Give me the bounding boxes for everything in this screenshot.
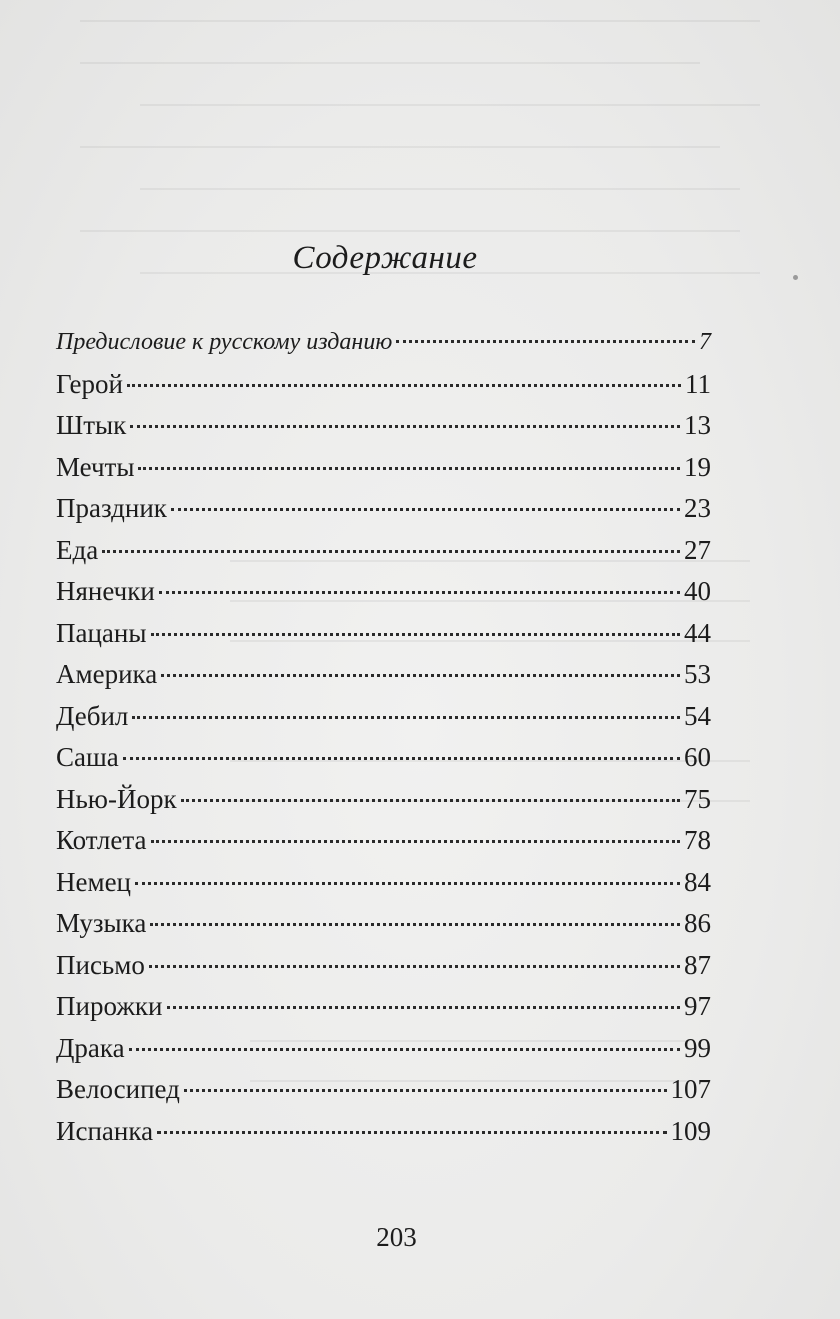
toc-entry-title: Пацаны <box>56 617 147 648</box>
paper-speck <box>793 275 798 280</box>
toc-entry-title: Нянечки <box>56 576 155 606</box>
toc-entry-page: 40 <box>684 576 711 606</box>
toc-entry-page: 78 <box>684 825 711 855</box>
dot-leader <box>151 840 680 843</box>
dot-leader <box>159 591 680 594</box>
toc-entry <box>56 364 711 406</box>
toc-entry-title: Америка <box>56 659 158 689</box>
toc-entry-page: 23 <box>684 493 711 523</box>
toc-entry-title: Нью-Йорк <box>56 783 177 814</box>
toc-entry <box>56 820 711 862</box>
toc-entry-title: Испанка <box>56 1115 154 1146</box>
toc-entry-page: 109 <box>670 1115 711 1146</box>
table-of-contents <box>56 322 711 1152</box>
toc-entry <box>56 1028 711 1070</box>
toc-entry-title: Котлета <box>56 825 147 855</box>
toc-entry-page: 87 <box>684 949 711 980</box>
toc-entry-title: Музыка <box>56 908 147 938</box>
dot-leader <box>130 425 680 428</box>
toc-entry <box>56 322 711 364</box>
toc-entry <box>56 779 711 821</box>
toc-entry <box>56 1069 711 1111</box>
dot-leader <box>138 467 680 470</box>
toc-entry <box>56 696 711 738</box>
toc-entry-page: 86 <box>684 908 711 938</box>
toc-entry <box>56 488 711 530</box>
toc-entry-title: Пирожки <box>56 991 163 1021</box>
toc-entry-title: Предисловие к русскому изданию <box>56 329 393 355</box>
toc-entry <box>56 613 711 655</box>
toc-entry <box>56 530 711 572</box>
toc-entry <box>56 737 711 779</box>
dot-leader <box>149 965 680 968</box>
toc-entry-page: 60 <box>684 742 711 772</box>
toc-heading: Содержание <box>292 240 478 276</box>
dot-leader <box>167 1006 681 1009</box>
toc-entry-title: Немец <box>56 866 132 897</box>
toc-entry-page: 97 <box>684 991 711 1021</box>
dot-leader <box>129 1048 680 1051</box>
dot-leader <box>132 716 680 719</box>
toc-entry-page: 44 <box>684 617 711 648</box>
dot-leader <box>181 799 680 802</box>
toc-entry-page: 54 <box>684 700 711 731</box>
toc-entry <box>56 945 711 987</box>
dot-leader <box>171 508 680 511</box>
dot-leader <box>184 1089 667 1092</box>
dot-leader <box>102 550 680 553</box>
dot-leader <box>150 923 680 926</box>
toc-entry <box>56 1111 711 1153</box>
dot-leader <box>127 384 681 387</box>
toc-entry-page: 27 <box>684 534 711 565</box>
toc-entry-page: 53 <box>684 659 711 689</box>
toc-entry-title: Мечты <box>56 451 135 482</box>
toc-entry <box>56 405 711 447</box>
toc-entry-title: Саша <box>56 742 119 772</box>
dot-leader <box>135 882 680 885</box>
toc-entry-page: 19 <box>684 451 711 482</box>
toc-entry <box>56 654 711 696</box>
dot-leader <box>123 757 680 760</box>
dot-leader <box>151 633 680 636</box>
toc-entry-page: 99 <box>684 1032 711 1063</box>
toc-entry-title: Дебил <box>56 700 129 731</box>
dot-leader <box>157 1131 666 1134</box>
toc-entry-page: 11 <box>685 368 711 399</box>
toc-entry-page: 13 <box>684 410 711 440</box>
toc-entry-title: Герой <box>56 368 123 399</box>
toc-entry-title: Велосипед <box>56 1074 180 1104</box>
toc-entry <box>56 903 711 945</box>
toc-entry <box>56 986 711 1028</box>
toc-entry <box>56 447 711 489</box>
toc-entry-title: Праздник <box>56 493 167 523</box>
toc-entry-title: Еда <box>56 534 99 565</box>
page-number: 203 <box>376 1222 417 1252</box>
toc-entry-page: 7 <box>699 329 711 355</box>
toc-entry-title: Письмо <box>56 949 145 980</box>
toc-entry <box>56 571 711 613</box>
toc-entry-page: 107 <box>670 1074 711 1104</box>
toc-entry-page: 75 <box>684 783 711 814</box>
toc-entry-title: Драка <box>56 1032 125 1063</box>
toc-entry <box>56 862 711 904</box>
dot-leader <box>161 674 680 677</box>
dot-leader <box>396 340 695 343</box>
toc-entry-page: 84 <box>684 866 711 897</box>
toc-entry-title: Штык <box>56 410 127 440</box>
